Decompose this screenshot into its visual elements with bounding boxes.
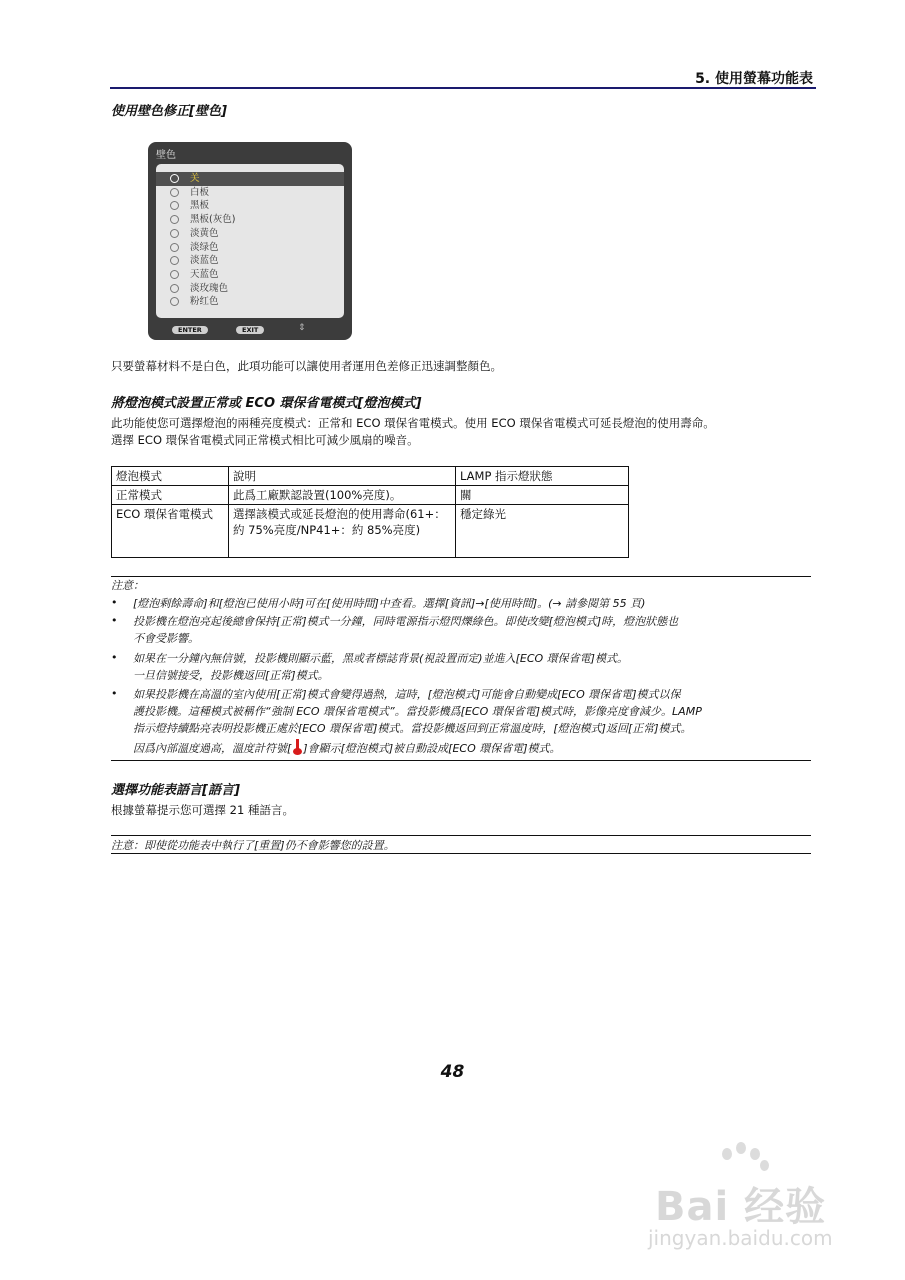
menu-item-whiteboard[interactable]: 白板 [156, 186, 344, 200]
bullet-symbol: • [111, 614, 118, 627]
menu-item-blackboard-gray[interactable]: 黑板(灰色) [156, 213, 344, 227]
header-rule [110, 87, 816, 89]
updown-arrows-icon: ⇕ [298, 323, 306, 333]
note-item-4-line-4 [133, 739, 813, 758]
menu-item-blackboard[interactable]: 黑板 [156, 199, 344, 213]
menu-item-light-yellow[interactable]: 淡黄色 [156, 227, 344, 241]
radio-icon [170, 284, 179, 293]
notes-label: 注意： [111, 579, 144, 592]
table-cell: 正常模式 [112, 486, 229, 505]
note-item-4-line-2: 護投影機。這種模式被稱作“強制 ECO 環保省電模式”。當投影機爲[ECO 環保省電]模式時，影像亮度會減少。LAMP [133, 705, 702, 718]
table-header-cell: 燈泡模式 [112, 467, 229, 486]
menu-item-light-green[interactable]: 淡绿色 [156, 241, 344, 255]
table-header-cell: LAMP 指示燈狀態 [456, 467, 629, 486]
table-header-cell: 說明 [229, 467, 456, 486]
menu-item-off[interactable]: 关 [156, 172, 344, 186]
bullet-symbol: • [111, 687, 118, 700]
note-item-1: [燈泡剩餘壽命]和[燈泡已使用小時]可在[使用時間]中查看。選擇[資訊]→[使用時間]。(→ 請參閱第 55 頁) [133, 597, 646, 610]
table-row [112, 505, 629, 558]
watermark-logo: Bai 经验 [655, 1184, 827, 1230]
radio-icon [170, 201, 179, 210]
lamp-mode-table [111, 466, 629, 558]
language-note: 注意：即使從功能表中執行了[重置]仍不會影響您的設置。 [111, 839, 395, 852]
language-heading: 選擇功能表語言[語言] [111, 783, 240, 798]
lamp-mode-description-1: 此功能使您可選擇燈泡的兩種亮度模式：正常和 ECO 環保省電模式。使用 ECO 環保省電模式可延長燈泡的使用壽命。 [111, 416, 715, 430]
enter-button[interactable]: ENTER [172, 326, 208, 334]
radio-icon [170, 188, 179, 197]
table-cell: 關 [456, 486, 629, 505]
paw-toe [750, 1148, 760, 1160]
note-item-4-line-4-end: ]會顯示[燈泡模式]被自動設成[ECO 環保省電]模式。 [303, 742, 561, 755]
radio-icon [170, 229, 179, 238]
bullet-symbol: • [111, 596, 118, 609]
radio-icon [170, 215, 179, 224]
notes-top-rule [111, 576, 811, 577]
table-row [112, 486, 629, 505]
radio-icon [170, 174, 179, 183]
wall-color-description: 只要螢幕材料不是白色，此項功能可以讓使用者運用色差修正迅速調整顏色。 [111, 359, 502, 373]
table-cell: 此爲工廠默認設置(100%亮度)。 [229, 486, 456, 505]
lamp-mode-description-2: 選擇 ECO 環保省電模式同正常模式相比可減少風扇的噪音。 [111, 433, 419, 447]
radio-icon [170, 243, 179, 252]
menu-item-sky-blue[interactable]: 天蓝色 [156, 268, 344, 282]
note-item-2-line-1: 投影機在燈泡亮起後總會保持[正常]模式一分鐘，同時電源指示燈閃爍綠色。即使改變[燈泡模式]時，燈泡狀態也 [133, 615, 679, 628]
note-item-4-line-1: 如果投影機在高溫的室內使用[正常]模式會變得過熱，這時，[燈泡模式]可能會自動變成[ECO 環保省電]模式以保 [133, 688, 681, 701]
radio-icon [170, 270, 179, 279]
menu-list [156, 164, 344, 318]
lamp-mode-heading: 將燈泡模式設置正常或 ECO 環保省電模式[燈泡模式] [111, 396, 422, 411]
table-cell: ECO 環保省電模式 [112, 505, 229, 558]
note-item-4-line-3: 指示燈持續點亮表明投影機正處於[ECO 環保省電]模式。當投影機返回到正常溫度時，[燈泡模式]返回[正常]模式。 [133, 722, 692, 735]
page-number: 48 [440, 1062, 465, 1082]
note-item-3-line-1: 如果在一分鐘內無信號，投影機則顯示藍，黑或者標誌背景(視設置而定)並進入[ECO 環保省電]模式。 [133, 652, 628, 665]
note-item-3-line-2: 一旦信號接受，投影機返回[正常]模式。 [133, 669, 329, 682]
paw-toe [760, 1160, 769, 1171]
note-item-4-line-4-start: 因爲內部溫度過高，溫度計符號[ [133, 742, 292, 755]
watermark-url: jingyan.baidu.com [648, 1226, 833, 1250]
paw-toe [736, 1142, 746, 1154]
paw-toe [722, 1148, 732, 1160]
exit-button[interactable]: EXIT [236, 326, 264, 334]
radio-icon [170, 297, 179, 306]
table-header-row [112, 467, 629, 486]
language-note-top-rule [111, 835, 811, 836]
wall-color-heading: 使用壁色修正[壁色] [111, 104, 227, 119]
note-item-2-line-2: 不會受影響。 [133, 632, 199, 645]
menu-title: 壁色 [156, 150, 176, 161]
wall-color-menu [148, 142, 352, 340]
radio-icon [170, 256, 179, 265]
menu-item-light-rose[interactable]: 淡玫瑰色 [156, 282, 344, 296]
language-note-bottom-rule [111, 853, 811, 854]
chapter-title: 5. 使用螢幕功能表 [695, 71, 813, 87]
notes-bottom-rule [111, 760, 811, 761]
language-description: 根據螢幕提示您可選擇 21 種語言。 [111, 803, 294, 817]
table-cell: 選擇該模式或延長燈泡的使用壽命(61+：約 75%亮度/NP41+：約 85%亮度) [229, 505, 456, 558]
menu-item-light-blue[interactable]: 淡蓝色 [156, 254, 344, 268]
thermometer-icon [291, 739, 303, 755]
bullet-symbol: • [111, 651, 118, 664]
menu-item-pink[interactable]: 粉红色 [156, 295, 344, 309]
table-cell: 穩定綠光 [456, 505, 629, 558]
